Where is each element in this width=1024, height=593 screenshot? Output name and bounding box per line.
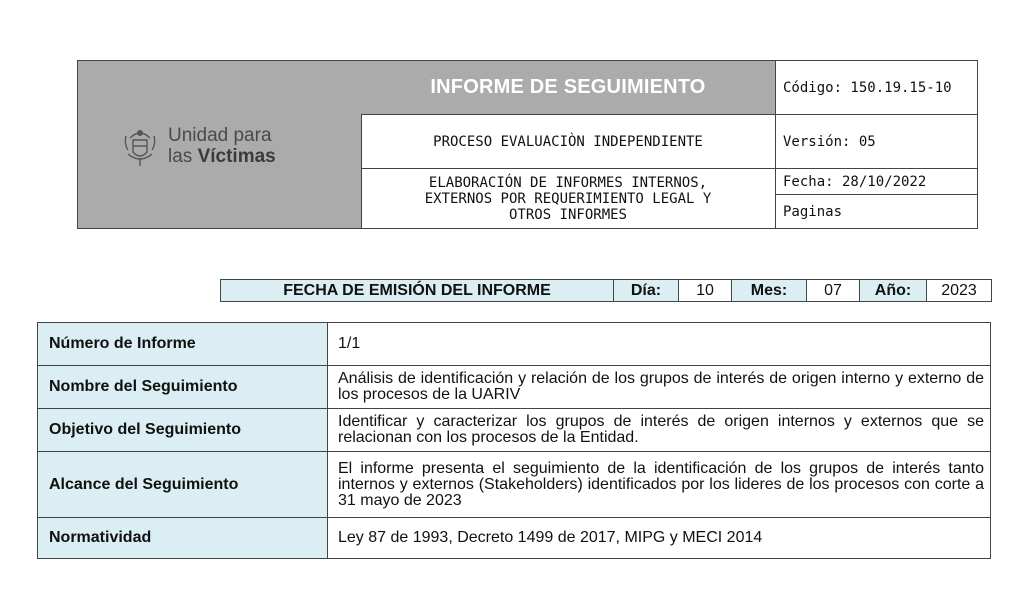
process-name: PROCESO EVALUACIÒN INDEPENDIENTE: [361, 115, 776, 169]
emission-date-table: [220, 279, 992, 302]
logo-line-1: Unidad para: [168, 125, 272, 146]
elaboration-line-1: ELABORACIÓN DE INFORMES INTERNOS,: [428, 174, 708, 191]
table-row: [38, 452, 991, 518]
emission-date-row: [221, 280, 992, 302]
year-label: Año:: [860, 280, 927, 302]
row-value-objective: Identificar y caracterizar los grupos de interés de origen internos y externos que se relacionan con los procesos de la Entidad.: [328, 409, 991, 452]
logo-cell: [78, 61, 362, 228]
report-title: INFORME DE SEGUIMIENTO: [361, 61, 776, 115]
table-row: [38, 409, 991, 452]
table-row: [38, 518, 991, 559]
logo-text: [168, 125, 276, 167]
row-value-regulations: Ley 87 de 1993, Decreto 1499 de 2017, MIPG y MECI 2014: [328, 518, 991, 559]
document-header: [77, 60, 978, 229]
document-pages: Paginas: [783, 203, 843, 220]
document-code: Código: 150.19.15-10: [776, 61, 977, 115]
document-version: Versión: 05: [776, 115, 977, 169]
logo-line-2: [168, 146, 276, 167]
row-value-scope: El informe presenta el seguimiento de la identificación de los grupos de interés tanto internos y externos (Stakeholders) identificados por los lideres de los procesos con corte a 31 mayo de 2023: [328, 452, 991, 518]
emission-label: FECHA DE EMISIÓN DEL INFORME: [221, 280, 614, 302]
row-key-objective: Objetivo del Seguimiento: [38, 409, 328, 452]
year-value: 2023: [927, 280, 992, 302]
table-row: [38, 323, 991, 366]
row-key-follow-up-name: Nombre del Seguimiento: [38, 366, 328, 409]
month-value: 07: [807, 280, 860, 302]
logo-line-2-prefix: las: [168, 146, 198, 167]
report-info-table: [37, 322, 991, 559]
coat-of-arms-icon: [122, 124, 158, 168]
row-key-report-number: Número de Informe: [38, 323, 328, 366]
day-value: 10: [679, 280, 732, 302]
row-value-report-number: 1/1: [328, 323, 991, 366]
elaboration-line-3: OTROS INFORMES: [508, 206, 627, 223]
row-value-follow-up-name: Análisis de identificación y relación de los grupos de interés de origen interno y externo de los procesos de la UARIV: [328, 366, 991, 409]
organization-logo: [122, 124, 276, 168]
table-row: [38, 366, 991, 409]
logo-line-2-bold: Víctimas: [197, 146, 276, 167]
month-label: Mes:: [732, 280, 807, 302]
elaboration-line-2: EXTERNOS POR REQUERIMIENTO LEGAL Y: [424, 190, 712, 207]
row-key-regulations: Normatividad: [38, 518, 328, 559]
day-label: Día:: [614, 280, 679, 302]
document-date: Fecha: 28/10/2022: [776, 169, 977, 195]
row-key-scope: Alcance del Seguimiento: [38, 452, 328, 518]
elaboration-description: [361, 169, 776, 228]
